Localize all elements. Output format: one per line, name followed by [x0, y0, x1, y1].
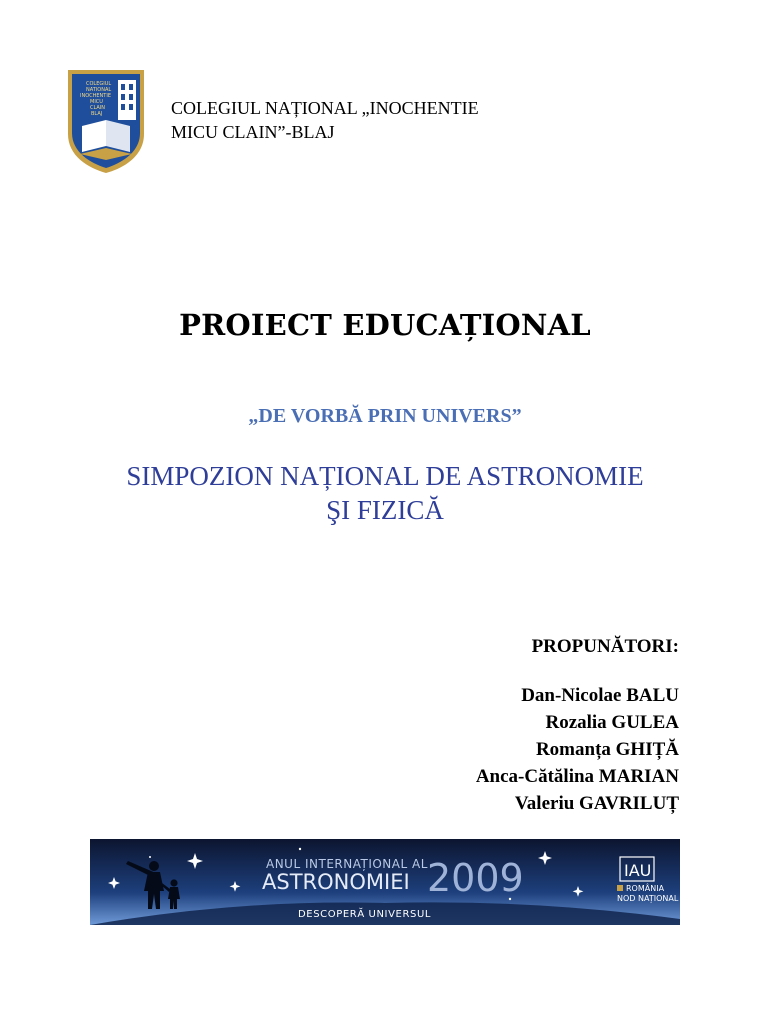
author-name: Dan-Nicolae BALU — [521, 685, 679, 706]
banner-country: ROMÂNIA — [626, 884, 665, 893]
crest-text-1: COLEGIUL — [86, 81, 112, 87]
banner-line2: ASTRONOMIEI — [262, 870, 410, 894]
author-name: Valeriu GAVRILUȚ — [514, 793, 679, 814]
school-name-line2: MICU CLAIN”-BLAJ — [171, 122, 335, 142]
project-subtitle: „DE VORBĂ PRIN UNIVERS” — [248, 405, 522, 427]
crest-text-6: BLAJ — [91, 111, 103, 117]
banner-tagline: DESCOPERĂ UNIVERSUL — [298, 909, 432, 920]
school-name-line1: COLEGIUL NAȚIONAL „INOCHENTIE — [171, 98, 479, 118]
authors-block — [476, 634, 679, 817]
author-name: Anca-Cătălina MARIAN — [475, 766, 679, 787]
school-name — [171, 96, 479, 144]
banner-node: NOD NAȚIONAL — [617, 894, 679, 903]
symposium-title — [0, 459, 770, 527]
author-name: Rozalia GULEA — [545, 712, 679, 733]
school-crest-logo — [66, 68, 146, 174]
crest-text-5: CLAIN — [90, 105, 106, 111]
author-name: Romanța GHIȚĂ — [535, 739, 679, 760]
authors-heading: PROPUNĂTORI: — [531, 636, 679, 657]
banner-year: 2009 — [427, 856, 524, 900]
banner-line1: ANUL INTERNAȚIONAL AL — [266, 857, 428, 871]
crest-text-4: MICU — [90, 99, 103, 105]
project-title: PROIECT EDUCAȚIONAL — [179, 308, 591, 342]
crest-text-2: NATIONAL — [86, 87, 112, 93]
symposium-line2: ŞI FIZICĂ — [326, 495, 444, 525]
astronomy-2009-banner — [90, 839, 680, 925]
crest-text-3: INOCHENTIE — [80, 93, 111, 99]
iau-logo-text: IAU — [624, 861, 652, 880]
symposium-line1: SIMPOZION NAȚIONAL DE ASTRONOMIE — [126, 461, 644, 491]
